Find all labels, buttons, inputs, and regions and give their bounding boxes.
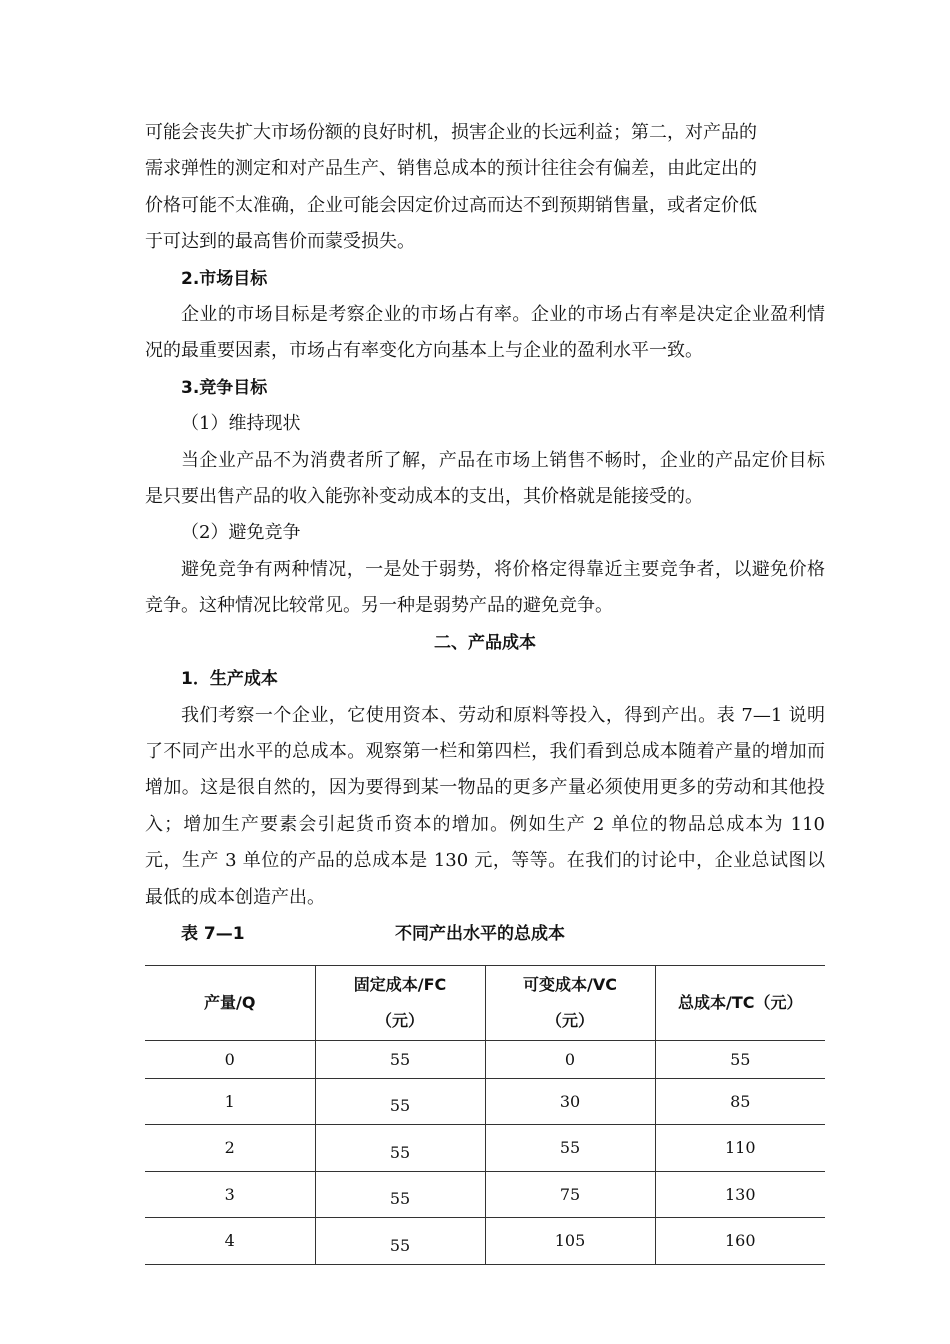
cell-variable-cost: 55: [485, 1125, 655, 1172]
cell-quantity: 3: [145, 1171, 315, 1218]
paragraph-market: 企业的市场目标是考察企业的市场占有率。企业的市场占有率是决定企业盈利情况的最重要因素，市场占有率变化方向基本上与企业的盈利水平一致。: [145, 304, 825, 362]
cell-quantity: 1: [145, 1078, 315, 1125]
cell-variable-cost: 0: [485, 1041, 655, 1079]
table-row: [145, 1041, 825, 1079]
cell-quantity: 4: [145, 1218, 315, 1265]
cell-variable-cost: 30: [485, 1078, 655, 1125]
paragraph-maintain: 当企业产品不为消费者所了解，产品在市场上销售不畅时，企业的产品定价目标是只要出售产品的收入能弥补变动成本的支出，其价格就是能接受的。: [145, 449, 825, 508]
paragraph-avoid: 避免竞争有两种情况，一是处于弱势，将价格定得靠近主要竞争者，以避免价格竞争。这种情况比较常见。另一种是弱势产品的避免竞争。: [145, 558, 825, 617]
section-heading-production-cost: 1．生产成本: [181, 669, 278, 690]
header-fixed-cost: [315, 966, 485, 1041]
table-row: [145, 1218, 825, 1265]
header-variable-cost-unit: （元）: [545, 1011, 594, 1030]
cell-fixed-cost: 55: [315, 1078, 485, 1125]
table-title: 不同产出水平的总成本: [395, 923, 565, 944]
table-header-row: [145, 966, 825, 1041]
cell-total-cost: 130: [655, 1171, 825, 1218]
intro-line: 需求弹性的测定和对产品生产、销售总成本的预计往往会有偏差，由此定出的: [145, 158, 757, 180]
header-quantity: 产量/Q: [145, 966, 315, 1041]
table-number: 表 7—1: [181, 923, 245, 944]
cell-fixed-cost: 55: [315, 1125, 485, 1172]
intro-line: 可能会丧失扩大市场份额的良好时机，损害企业的长远利益；第二，对产品的: [145, 122, 757, 143]
paragraph-production-cost: 我们考察一个企业，它使用资本、劳动和原料等投入，得到产出。表 7—1 说明了不同产出水平的总成本。观察第一栏和第四栏，我们看到总成本随着产量的增加而增加。这是很自然的，因为要得到某一物品的更多产量必须使用更多的劳动和其他投入；增加生产要素会引起货币资本的增加。例如生产 2 单位的物品总成本为 110 元，生产 3 单位的产品的总成本是 130 元，等等。在我们的讨论中，企业总试图以最低的成本创造产出。: [145, 704, 825, 908]
document-body: [145, 115, 825, 952]
header-variable-cost-label: 可变成本/VC: [523, 975, 617, 994]
cost-table: [145, 965, 825, 1265]
cell-total-cost: 160: [655, 1218, 825, 1265]
cell-quantity: 0: [145, 1041, 315, 1079]
cell-fixed-cost: 55: [315, 1218, 485, 1265]
subheading-avoid: （2）避免竞争: [181, 522, 301, 544]
subheading-maintain: （1）维持现状: [181, 413, 301, 435]
header-fixed-cost-unit: （元）: [375, 1011, 424, 1030]
header-variable-cost: [485, 966, 655, 1041]
table-row: [145, 1078, 825, 1125]
table-caption: [145, 916, 825, 952]
table-row: [145, 1125, 825, 1172]
section-heading-market: 2.市场目标: [181, 268, 268, 289]
section-heading-competition: 3.竞争目标: [181, 377, 268, 398]
table-row: [145, 1171, 825, 1218]
cell-total-cost: 110: [655, 1125, 825, 1172]
cell-variable-cost: 75: [485, 1171, 655, 1218]
header-total-cost: 总成本/TC（元）: [655, 966, 825, 1041]
cell-fixed-cost: 55: [315, 1041, 485, 1079]
cell-quantity: 2: [145, 1125, 315, 1172]
cell-fixed-cost: 55: [315, 1171, 485, 1218]
intro-line: 价格可能不太准确，企业可能会因定价过高而达不到预期销售量，或者定价低: [145, 194, 757, 216]
intro-line: 于可达到的最高售价而蒙受损失。: [145, 231, 415, 253]
header-fixed-cost-label: 固定成本/FC: [353, 975, 447, 994]
cell-total-cost: 55: [655, 1041, 825, 1079]
chapter-heading: 二、产品成本: [434, 632, 536, 653]
cell-variable-cost: 105: [485, 1218, 655, 1265]
cell-total-cost: 85: [655, 1078, 825, 1125]
